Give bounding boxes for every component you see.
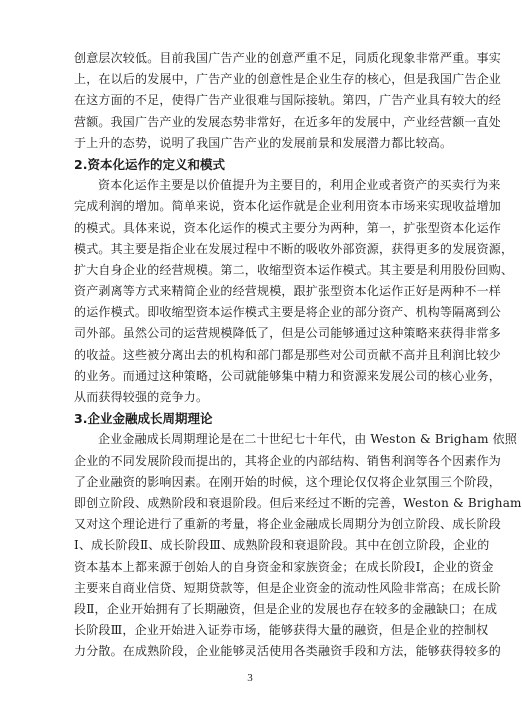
text-line: 资本化运作主要是以价值提升为主要目的，利用企业或者资产的买卖行为来 [98,178,501,193]
text-line: 于上升的态势，说明了我国广告产业的发展前景和发展潜力都比较高。 [74,135,453,150]
text-line: 上，在以后的发展中，广告产业的创意性是企业生存的核心，但是我国广告企业 [74,72,502,87]
text-line: 的模式。具体来说，资本化运作的模式主要分为两种，第一，扩张型资本化运作 [74,220,502,235]
text-line: 的收益。这些被分离出去的机构和部门都是那些对公司贡献不高并且利润比较少 [74,347,502,362]
text-line: 模式。其主要是指企业在发展过程中不断的吸收外部资源，获得更多的发展资源， [74,241,514,256]
section-heading-capital-operation: 2.资本化运作的定义和模式 [74,156,225,172]
text-line: 的业务。而通过这种策略，公司就能够集中精力和资源来发展公司的核心业务， [74,368,502,383]
text-line: 创意层次较低。目前我国广告产业的创意严重不足，同质化现象非常严重。事实 [74,51,502,65]
text-line: 完成利润的增加。简单来说，资本化运作就是企业利用资本市场来实现收益增加 [74,199,502,214]
text-line: 企业金融成长周期理论是在二十世纪七十年代，由 Weston & Brigham 依照 [98,432,518,447]
text-line: 资产剥离等方式来精简企业的经营规模，跟扩张型资本化运作正好是两种不一样 [74,284,502,299]
text-line: 企业的不同发展阶段而提出的，其将企业的内部结构、销售利润等各个因素作为 [74,453,502,468]
text-line: 即创立阶段、成熟阶段和衰退阶段。但后来经过不断的完善，Weston & Brigham [74,495,522,510]
paragraph-advertising-industry [74,48,502,154]
text-line: 司外部。虽然公司的运营规模降低了，但是公司能够通过这种策略来获得非常多 [74,326,502,341]
text-line: Ⅰ、成长阶段Ⅱ、成长阶段Ⅲ、成熟阶段和衰退阶段。其中在创立阶段，企业的 [74,538,490,553]
text-line: 在这方面的不足，使得广告产业很难与国际接轨。第四，广告产业具有较大的经 [74,93,502,108]
text-line: 主要来自商业信贷、短期贷款等，但是企业资金的流动性风险非常高；在成长阶 [74,580,502,595]
text-line: 资本基本上都来源于创始人的自身资金和家族资金；在成长阶段Ⅰ，企业的资金 [74,559,494,574]
text-line: 又对这个理论进行了重新的考量，将企业金融成长周期分为创立阶段、成长阶段 [74,517,502,532]
text-line: 长阶段Ⅲ，企业开始进入证券市场，能够获得大量的融资，但是企业的控制权 [74,623,489,638]
text-line: 段Ⅱ，企业开始拥有了长期融资，但是企业的发展也存在较多的金融缺口；在成 [74,601,498,616]
paragraph-capital-operation [74,175,514,408]
text-line: 了企业融资的影响因素。在刚开始的时候，这个理论仅仅将企业氛围三个阶段， [74,474,502,489]
paragraph-growth-cycle [74,429,522,662]
text-line: 的运作模式。即收缩型资本运作模式主要是将企业的部分资产、机构等隔离到公 [74,305,502,320]
text-line: 营额。我国广告产业的发展态势非常好，在近多年的发展中，产业经营额一直处 [74,114,502,129]
section-heading-growth-cycle: 3.企业金融成长周期理论 [74,411,213,427]
text-line: 力分散。在成熟阶段，企业能够灵活使用各类融资手段和方法，能够获得较多的 [74,644,502,659]
document-page [74,48,522,662]
page-number: 3 [247,672,253,684]
text-line: 从而获得较强的竞争力。 [74,390,209,404]
text-line: 扩大自身企业的经营规模。第二，收缩型资本运作模式。其主要是利用股份回购、 [74,262,514,277]
